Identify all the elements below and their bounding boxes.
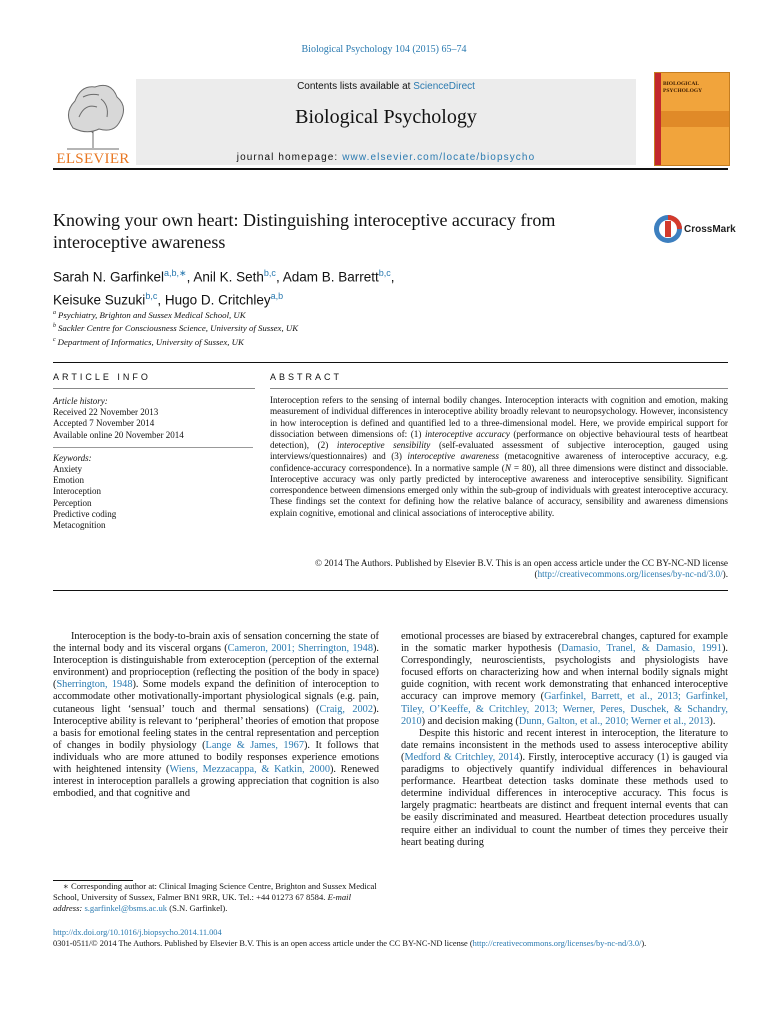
journal-homepage-line (136, 152, 636, 163)
cover-title: BIOLOGICAL PSYCHOLOGY (663, 81, 703, 94)
footnote-text: ∗ Corresponding author at: Clinical Imaging Science Centre, Brighton and Sussex Medical School, University of Sussex, Falmer BN1 9RR, UK. Tel.: +44 01273 67 8584. (53, 881, 377, 903)
affiliations (53, 308, 693, 348)
issn-text: 0301-0511/© 2014 The Authors. Published by Elsevier B.V. This is an open access article under the CC BY-NC-ND license ( (53, 939, 473, 948)
author-name[interactable]: Anil K. Seth (193, 269, 264, 285)
article-info-divider (53, 447, 253, 448)
body-text: ). Interoception is distinguishable from exteroception (perception of the external environment) and proprioception (reflecting the position of the body in space) ( (53, 643, 379, 691)
author-name[interactable]: Hugo D. Critchley (164, 292, 271, 307)
body-paragraph (53, 631, 379, 800)
affiliation-text: Sackler Centre for Consciousness Science, University of Sussex, UK (58, 323, 299, 334)
author-name[interactable]: Sarah N. Garfinkel (53, 269, 165, 285)
homepage-prefix: journal homepage: (236, 152, 343, 163)
section-rule (53, 362, 728, 363)
header-rule (53, 168, 728, 170)
abstract-copyright (270, 558, 728, 581)
abstract-variable: N (504, 462, 511, 473)
body-text: ). Renewed interest in interoception parallels a growing appreciation that cognition is also embodied, and that cognitive and (53, 764, 379, 800)
received-date: Received 22 November 2013 (53, 407, 159, 418)
keyword: Interoception (53, 486, 101, 497)
email-link[interactable]: s.garfinkel@bsms.ac.uk (84, 903, 168, 914)
body-text: Despite this historic and recent interest in interoception, the literature to date remains inconsistent in the methods used to assess interoceptive ability ( (401, 727, 728, 763)
citation-link[interactable]: Damasio, Tranel, & Damasio, 1991 (561, 643, 722, 655)
email-label: E-mail address: (53, 892, 351, 914)
issn-close: ). (641, 939, 647, 948)
author-name[interactable]: Adam B. Barrett (282, 269, 379, 285)
body-text: ). It follows that individuals who are more attuned to bodily responses experience emotions with heightened intensity ( (53, 739, 379, 776)
keyword: Metacognition (53, 520, 106, 531)
crossmark-label[interactable]: CrossMark (684, 224, 736, 235)
abstract-segment: Interoception refers to the sensing of internal bodily changes. Interoception interacts with cognition and emotion, making measurement of individual differences in interoceptive ability broadly relevant to neuropsychology. However, inconsistency in how interoception is defined and quantified led to a three-dimensional model. Here, we provide empirical support for dissociation between dimensions of: (1) (270, 395, 728, 439)
homepage-link[interactable]: www.elsevier.com/locate/biopsycho (342, 152, 536, 163)
accepted-date: Accepted 7 November 2014 (53, 418, 155, 429)
history-label: Article history: (53, 396, 108, 406)
article-title: Knowing your own heart: Distinguishing interoceptive accuracy from interoceptive awareness (53, 210, 556, 252)
contents-prefix: Contents lists available at (297, 81, 414, 92)
affiliation-mark: c (53, 336, 56, 343)
body-text: ) and decision making ( (421, 715, 519, 727)
citation-link[interactable]: Cameron, 2001; Sherrington, 1948 (227, 643, 373, 655)
copyright-text: © 2014 The Authors. Published by Elsevier B.V. This is an open access article under the CC BY-NC-ND license ( (315, 558, 728, 580)
contents-available-line (136, 81, 636, 92)
author-affiliation-marker[interactable]: a,b (270, 290, 284, 301)
email-suffix: (S.N. Garfinkel). (167, 903, 228, 914)
corresponding-author-footnote (53, 881, 379, 915)
cover-band (661, 111, 729, 127)
abstract-heading: ABSTRACT (270, 372, 343, 382)
keyword: Perception (53, 497, 92, 508)
author-affiliation-marker[interactable]: a,b,∗ (164, 268, 187, 278)
abstract-text (270, 395, 728, 519)
affiliation-mark: a (53, 310, 56, 316)
body-column-left (53, 631, 379, 800)
citation-link[interactable]: Sherrington, 1948 (56, 679, 133, 691)
abstract-segment: = 80), all three dimensions were distinct and dissociable. Interoceptive accuracy was only partly predicted by interoceptive awareness and interoceptive sensibility. Significant correspondence between dimensions emerged only within the sub-group of individuals with greatest interoceptive accuracy. These findings set the context for defining how the relative balance of accuracy, sensibility and awareness dimensions explain cognitive, emotional and clinical associations of interoceptive ability. (270, 462, 728, 518)
citation-link[interactable]: Craig, 2002 (319, 703, 373, 715)
abstract-end-rule (53, 590, 728, 591)
body-column-right (401, 631, 728, 849)
abstract-segment: (metacognitive awareness of interoceptive accuracy, e.g. confidence-accuracy correspondence). In a normative sample ( (270, 451, 728, 473)
citation-link[interactable]: Dunn, Galton, et al., 2010; Werner et al., 2013 (518, 715, 710, 727)
citation-link[interactable]: Lange & James, 1967 (205, 739, 304, 751)
affiliation-item (53, 308, 693, 321)
doi-link[interactable]: http://dx.doi.org/10.1016/j.biopsycho.2014.11.004 (53, 928, 222, 937)
body-text: Interoception is the body-to-brain axis of sensation concerning the state of the internal body and its visceral organs ( (53, 631, 379, 655)
affiliation-text: Psychiatry, Brighton and Sussex Medical School, UK (58, 309, 246, 320)
body-text: ). (709, 715, 716, 727)
copyright-close: ). (722, 569, 728, 580)
abstract-term: interoceptive accuracy (425, 428, 510, 439)
author-affiliation-marker[interactable]: b,c (145, 290, 158, 301)
abstract-segment: (self-evaluated assessment of subjective interoception, gauged using interviews/questionnaires) and (3) (270, 440, 729, 462)
author-affiliation-marker[interactable]: b,c (378, 268, 391, 278)
sciencedirect-link[interactable]: ScienceDirect (413, 81, 475, 92)
keyword: Emotion (53, 475, 84, 486)
article-info-heading: ARTICLE INFO (53, 372, 151, 382)
body-text: ). Interoceptive ability is relevant to ‘peripheral’ theories of emotion that propose a basis for emotional feeling states in the central representation and perception of changes in bodily physiology ( (53, 703, 379, 751)
keyword-list (53, 464, 253, 531)
body-text: ). Some models expand the definition of interoception to accommodate other motivationally-important physiological signals (e.g. pain, cutaneous light ‘sensual’ touch and thermal sensations) ( (53, 679, 379, 715)
keyword: Anxiety (53, 464, 82, 475)
citation-link[interactable]: Wiens, Mezzacappa, & Katkin, 2000 (169, 764, 330, 776)
online-date: Available online 20 November 2014 (53, 429, 184, 440)
affiliation-item (53, 321, 693, 334)
journal-reference-link[interactable]: Biological Psychology 104 (2015) 65–74 (301, 44, 467, 55)
affiliation-item (53, 335, 693, 348)
abstract-term: interoceptive awareness (407, 451, 499, 462)
elsevier-wordmark: ELSEVIER (56, 151, 130, 167)
article-info-block (53, 396, 253, 531)
abstract-term: interoceptive sensibility (336, 440, 431, 450)
author-separator: , (157, 292, 165, 307)
journal-title: Biological Psychology (295, 106, 477, 128)
body-paragraph (401, 728, 728, 849)
author-separator: , (390, 269, 395, 285)
citation-link[interactable]: Medford & Critchley, 2014 (404, 751, 520, 763)
journal-cover-image (654, 72, 730, 166)
footer-license-link[interactable]: http://creativecommons.org/licenses/by-nc-nd/3.0/ (472, 939, 642, 948)
author-separator: , (186, 269, 194, 285)
issn-license-line (53, 939, 753, 948)
author-affiliation-marker[interactable]: b,c (263, 268, 276, 278)
body-text: ). Correspondingly, neuroscientists, psychologists and physiologists have focused efforts on characterizing how and when internal bodily signals might guide cognition, with recent work demonstrating that enhanced interoceptive accuracy can improve memory ( (401, 643, 728, 703)
affiliation-mark: b (53, 323, 56, 330)
abstract-segment: (performance on objective behavioural tests of heartbeat detection), (2) (270, 428, 728, 450)
license-link[interactable]: http://creativecommons.org/licenses/by-nc-nd/3.0/ (537, 569, 723, 580)
citation-link[interactable]: Garfinkel, Barrett, et al., 2013; Garfinkel, Tiley, O’Keeffe, & Critchley, 2013; Werner, Peres, Duschek, & Schandry, 2010 (401, 691, 728, 727)
affiliation-text: Department of Informatics, University of Sussex, UK (57, 336, 244, 347)
author-separator: , (275, 269, 283, 285)
abstract-rule (270, 388, 728, 389)
keywords-label: Keywords: (53, 452, 92, 463)
body-text: ). Firstly, interoceptive accuracy (1) is gauged via paradigms to objectively quantify individual differences in behavioural performance. Heartbeat detection tasks dominate these methods used to determine individual differences in interoceptive accuracy. This focus is largely pragmatic: heartbeats are distinct and frequent internal events that can be easily discriminated and measured. Heartbeat detection procedures usually require either an individual to count the number of times they perceive their heart beating during (401, 751, 728, 848)
keyword: Predictive coding (53, 508, 117, 519)
body-paragraph (401, 631, 728, 728)
author-list (53, 264, 693, 309)
author-name[interactable]: Keisuke Suzuki (53, 292, 146, 307)
article-info-rule (53, 388, 255, 389)
body-text: emotional processes are biased by extracerebral changes, captured for example in the somatic marker hypothesis ( (401, 631, 728, 655)
